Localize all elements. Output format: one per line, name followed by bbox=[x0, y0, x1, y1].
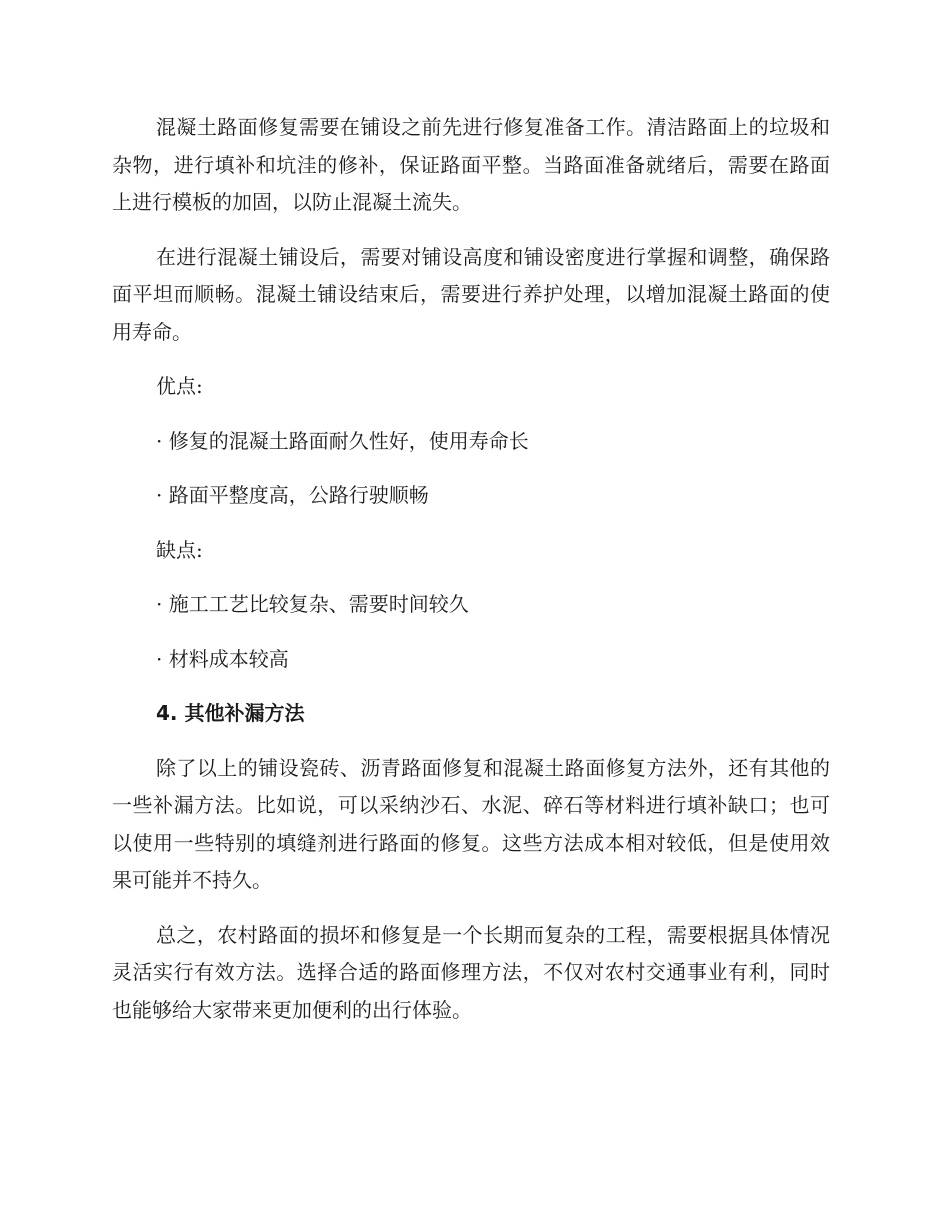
document-page bbox=[112, 109, 830, 1046]
paragraph-concrete-paving: 在进行混凝土铺设后，需要对铺设高度和铺设密度进行掌握和调整，确保路面平坦而顺畅。混凝土铺设结束后，需要进行养护处理，以增加混凝土路面的使用寿命。 bbox=[112, 244, 830, 344]
pros-item-smoothness: · 路面平整度高，公路行驶顺畅 bbox=[156, 483, 429, 507]
cons-label: 缺点: bbox=[156, 537, 203, 562]
pros-label: 优点: bbox=[156, 374, 203, 398]
cons-item-complexity: · 施工工艺比较复杂、需要时间较久 bbox=[156, 592, 469, 616]
cons-item-cost: · 材料成本较高 bbox=[156, 646, 289, 671]
paragraph-concrete-preparation: 混凝土路面修复需要在铺设之前先进行修复准备工作。清洁路面上的垃圾和杂物，进行填补和坑洼的修补，保证路面平整。当路面准备就绪后，需要在路面上进行模板的加固，以防止混凝土流失。 bbox=[112, 115, 830, 214]
paragraph-conclusion: 总之，农村路面的损坏和修复是一个长期而复杂的工程，需要根据具体情况灵活实行有效方法。选择合适的路面修理方法，不仅对农村交通事业有利，同时也能够给大家带来更加便利的出行体验。 bbox=[112, 922, 830, 1022]
paragraph-other-methods: 除了以上的铺设瓷砖、沥青路面修复和混凝土路面修复方法外，还有其他的一些补漏方法。比如说，可以采纳沙石、水泥、碎石等材料进行填补缺口；也可以使用一些特别的填缝剂进行路面的修复。这些方法成本相对较低，但是使用效果可能并不持久。 bbox=[112, 755, 830, 892]
pros-item-durability: · 修复的混凝土路面耐久性好，使用寿命长 bbox=[156, 428, 529, 453]
section-heading-other-methods: 4. 其他补漏方法 bbox=[156, 701, 305, 725]
